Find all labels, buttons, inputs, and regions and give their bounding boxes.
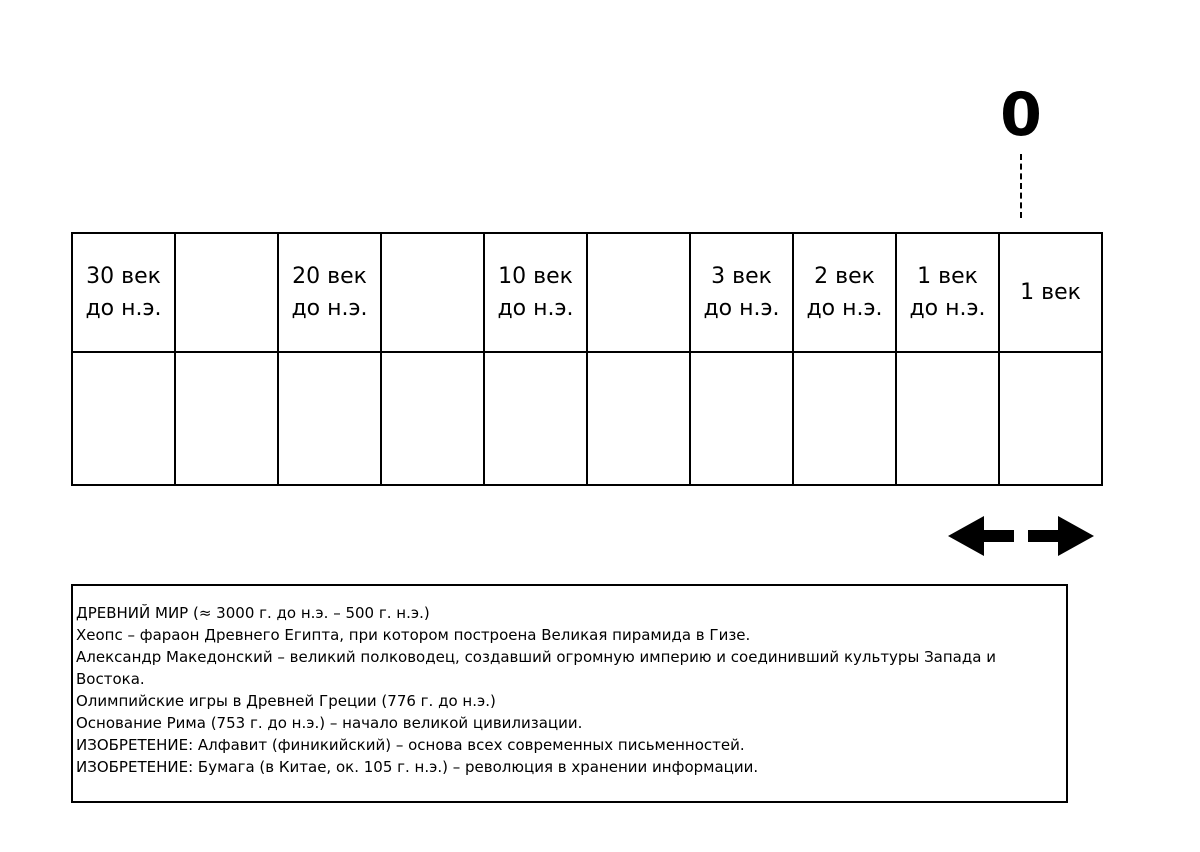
facts-heading: ДРЕВНИЙ МИР (≈ 3000 г. до н.э. – 500 г. н.э.) bbox=[76, 604, 430, 622]
empty-answer-cell[interactable] bbox=[278, 352, 381, 485]
empty-answer-cell[interactable] bbox=[999, 352, 1102, 485]
fact-item: Хеопс – фараон Древнего Египта, при котором построена Великая пирамида в Гизе. bbox=[76, 626, 751, 644]
empty-answer-cell[interactable] bbox=[484, 352, 587, 485]
century-cell: 20 век до н.э. bbox=[278, 233, 381, 352]
century-cell bbox=[587, 233, 690, 352]
fact-item: Олимпийские игры в Древней Греции (776 г. до н.э.) bbox=[76, 692, 496, 710]
fact-item: ИЗОБРЕТЕНИЕ: Бумага (в Китае, ок. 105 г. н.э.) – революция в хранении информации. bbox=[76, 758, 759, 776]
century-cell bbox=[175, 233, 278, 352]
ancient-world-facts-box bbox=[71, 584, 1068, 803]
fact-item: ИЗОБРЕТЕНИЕ: Алфавит (финикийский) – основа всех современных письменностей. bbox=[76, 736, 745, 754]
century-cell: 2 век до н.э. bbox=[793, 233, 896, 352]
empty-answer-cell[interactable] bbox=[381, 352, 484, 485]
empty-answer-cell[interactable] bbox=[587, 352, 690, 485]
century-cell: 10 век до н.э. bbox=[484, 233, 587, 352]
empty-answer-cell[interactable] bbox=[896, 352, 999, 485]
zero-year-dashed-line bbox=[1020, 154, 1022, 218]
arrow-left-icon bbox=[948, 516, 1014, 556]
empty-answer-cell[interactable] bbox=[72, 352, 175, 485]
century-timeline-table bbox=[71, 232, 1103, 486]
century-cell: 30 век до н.э. bbox=[72, 233, 175, 352]
empty-answer-cell[interactable] bbox=[690, 352, 793, 485]
century-cell: 1 век до н.э. bbox=[896, 233, 999, 352]
fact-item: Основание Рима (753 г. до н.э.) – начало великой цивилизации. bbox=[76, 714, 583, 732]
century-cell: 1 век bbox=[999, 233, 1102, 352]
zero-year-label: 0 bbox=[1000, 80, 1042, 150]
empty-answer-cell[interactable] bbox=[175, 352, 278, 485]
fact-item: Александр Македонский – великий полководец, создавший огромную империю и соединивший культуры Запада и Востока. bbox=[76, 648, 996, 688]
direction-arrows bbox=[948, 516, 1094, 556]
century-cell: 3 век до н.э. bbox=[690, 233, 793, 352]
empty-answer-cell[interactable] bbox=[793, 352, 896, 485]
arrow-right-icon bbox=[1028, 516, 1094, 556]
empty-answer-row bbox=[72, 352, 1102, 485]
century-header-row bbox=[72, 233, 1102, 352]
century-cell bbox=[381, 233, 484, 352]
